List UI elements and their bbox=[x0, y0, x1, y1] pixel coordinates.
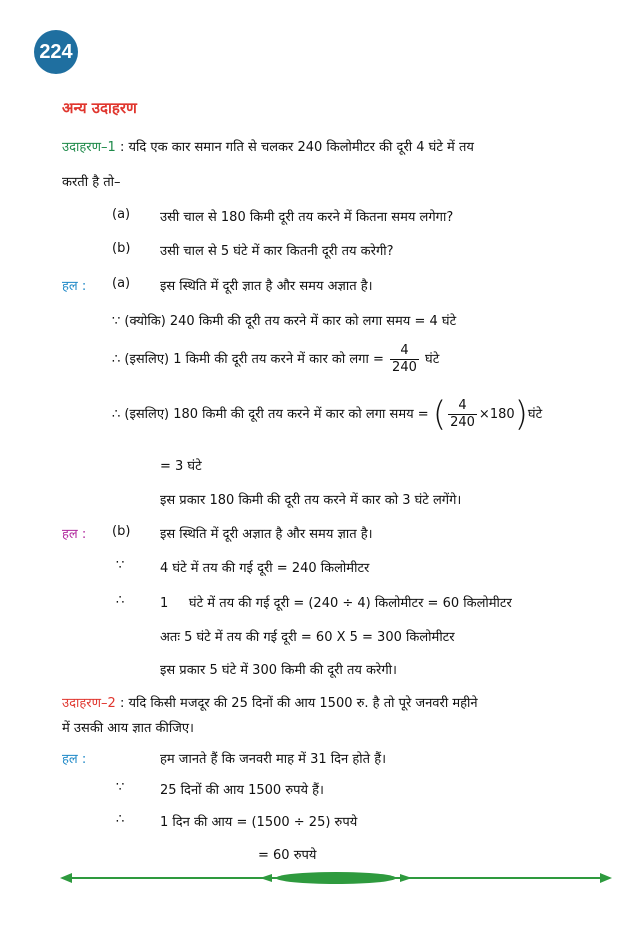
solution-a-line-3-pre: ∴ (इसलिए) 180 किमी की दूरी तय करने में कार को लगा समय = bbox=[112, 407, 429, 422]
because-symbol-2: ∵ bbox=[116, 780, 125, 795]
solution-a-label bbox=[62, 276, 86, 294]
because-symbol: ∵ bbox=[116, 558, 125, 573]
solution-2-line-2: 1 दिन की आय = (1500 ÷ 25) रुपये bbox=[160, 815, 358, 830]
solution-a-line-2-pre: ∴ (इसलिए) 1 किमी की दूरी तय करने में कार को लगा = bbox=[112, 352, 384, 367]
example-2-text-1: यदि किसी मजदूर की 25 दिनों की आय 1500 रु. है तो पूरे जनवरी महीने bbox=[128, 696, 478, 711]
fraction-denominator: 240 bbox=[450, 415, 475, 430]
solution-a-intro: इस स्थिति में दूरी ज्ञात है और समय अज्ञात है। bbox=[160, 279, 373, 294]
right-paren: ) bbox=[514, 394, 528, 435]
therefore-symbol-2: ∴ bbox=[116, 812, 125, 827]
solution-b-mark: (b) bbox=[112, 524, 131, 539]
example-2-line-2: में उसकी आय ज्ञात कीजिए। bbox=[62, 721, 194, 736]
solution-2-intro: हम जानते हैं कि जनवरी माह में 31 दिन होते हैं। bbox=[160, 752, 387, 767]
fraction-numerator: 4 bbox=[390, 343, 419, 360]
example-1-sep: : bbox=[119, 140, 125, 155]
multiplier: ×180 bbox=[478, 407, 515, 422]
solution-2-label-text: हल bbox=[62, 752, 78, 767]
example-1-part-b-text: उसी चाल से 5 घंटे में कार कितनी दूरी तय करेगी? bbox=[160, 244, 394, 259]
solution-a-line-1: ∵ (क्योकि) 240 किमी की दूरी तय करने में कार को लगा समय = 4 घंटे bbox=[112, 314, 457, 329]
example-1-part-a-text: उसी चाल से 180 किमी दूरी तय करने में कितना समय लगेगा? bbox=[160, 210, 454, 225]
solution-a-line-2 bbox=[112, 343, 439, 376]
solution-b-line-2: 1 घंटे में तय की गई दूरी = (240 ÷ 4) किलोमीटर = 60 किलोमीटर bbox=[160, 596, 512, 611]
fraction-4-over-240-b bbox=[448, 398, 477, 431]
example-2-line-1 bbox=[62, 693, 478, 711]
fraction-numerator: 4 bbox=[448, 398, 477, 415]
solution-2-sep: : bbox=[81, 752, 87, 767]
solution-b-intro: इस स्थिति में दूरी अज्ञात है और समय ज्ञात है। bbox=[160, 527, 373, 542]
solution-b-sep: : bbox=[81, 527, 87, 542]
example-1-part-b-mark: (b) bbox=[112, 241, 131, 256]
solution-a-mark: (a) bbox=[112, 276, 131, 291]
example-2-label: उदाहरण–2 bbox=[62, 696, 116, 711]
solution-b-line-1: 4 घंटे में तय की गई दूरी = 240 किलोमीटर bbox=[160, 561, 370, 576]
example-1-label: उदाहरण–1 bbox=[62, 140, 116, 155]
left-paren: ( bbox=[432, 394, 447, 435]
solution-a-label-text: हल bbox=[62, 279, 78, 294]
example-1-line-2: करती है तो– bbox=[62, 175, 121, 190]
example-1-text-1: यदि एक कार समान गति से चलकर 240 किलोमीटर की दूरी 4 घंटे में तय bbox=[128, 140, 474, 155]
example-1-part-a-mark: (a) bbox=[112, 207, 131, 222]
solution-a-line-2-unit: घंटे bbox=[425, 352, 440, 367]
solution-a-sep: : bbox=[81, 279, 87, 294]
solution-2-label bbox=[62, 749, 86, 767]
fraction-4-over-240 bbox=[390, 343, 419, 376]
section-title: अन्य उदाहरण bbox=[62, 99, 137, 117]
solution-a-line-3-unit: घंटे bbox=[527, 407, 543, 422]
solution-b-line-4: इस प्रकार 5 घंटे में 300 किमी की दूरी तय करेगी। bbox=[160, 663, 397, 678]
fraction-denominator: 240 bbox=[392, 360, 417, 375]
decorative-divider bbox=[60, 868, 612, 888]
therefore-symbol: ∴ bbox=[116, 593, 125, 608]
example-2-sep: : bbox=[119, 696, 125, 711]
solution-b-label bbox=[62, 524, 86, 542]
page-number-badge: 224 bbox=[34, 30, 78, 74]
solution-b-label-text: हल bbox=[62, 527, 78, 542]
solution-b-line-3: अतः 5 घंटे में तय की गई दूरी = 60 X 5 = 300 किलोमीटर bbox=[160, 630, 455, 645]
solution-a-line-5: इस प्रकार 180 किमी की दूरी तय करने में कार को 3 घंटे लगेंगे। bbox=[160, 493, 462, 508]
solution-2-line-1: 25 दिनों की आय 1500 रुपये हैं। bbox=[160, 783, 324, 798]
solution-2-line-3: = 60 रुपये bbox=[258, 848, 317, 863]
example-1-line-1 bbox=[62, 137, 474, 155]
solution-a-line-4: = 3 घंटे bbox=[160, 459, 202, 474]
solution-a-line-3 bbox=[112, 394, 543, 435]
